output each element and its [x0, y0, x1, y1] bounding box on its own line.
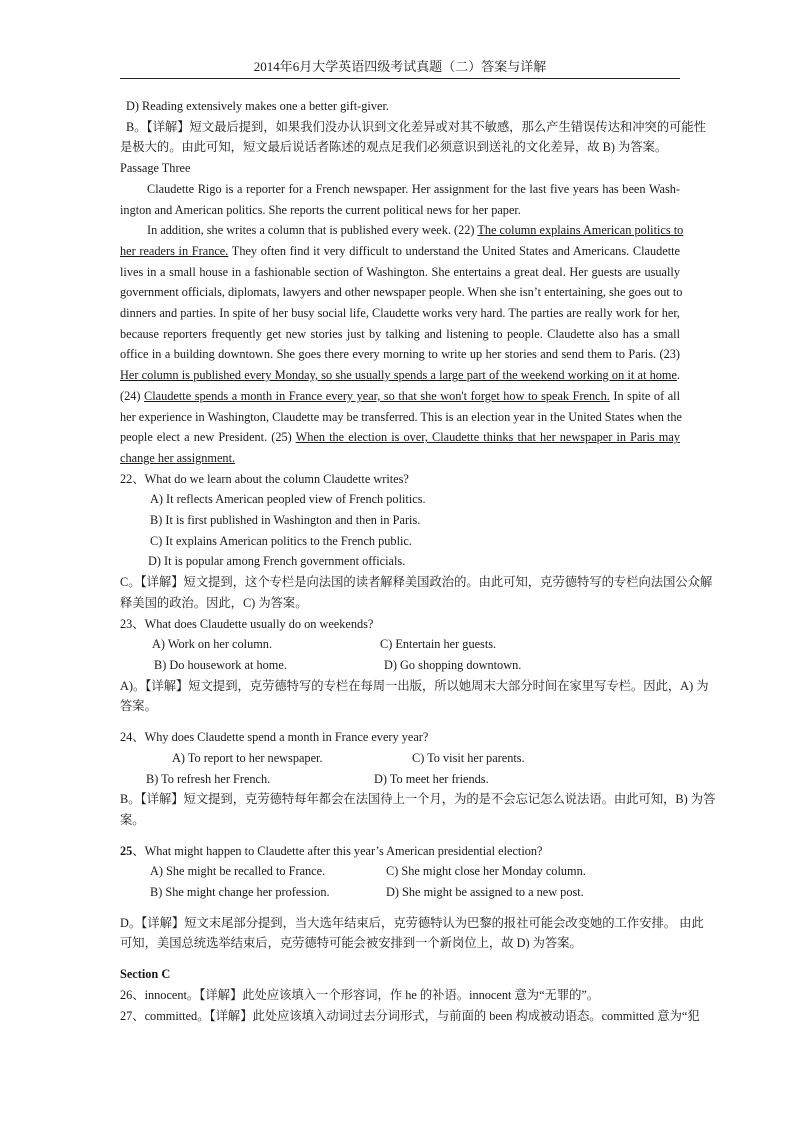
question-text: 、What might happen to Claudette after this year’s American presidential election?	[132, 843, 543, 858]
option-c: C) She might close her Monday column.	[386, 864, 586, 879]
passage-text: In addition, she writes a column that is published every week. (22)	[147, 223, 478, 238]
passage-title: Passage Three	[120, 161, 191, 176]
passage-line: dinners and parties. In spite of her busy social life, Claudette works very hard. The parties are really work for her,	[120, 306, 680, 321]
passage-line	[120, 386, 680, 407]
underlined-answer-25: When the election is over, Claudette thinks that her newspaper in Paris may	[295, 430, 680, 445]
option-d: D) To meet her friends.	[374, 771, 489, 786]
passage-line	[120, 220, 684, 241]
option-d: D) Go shopping downtown.	[384, 657, 522, 672]
answer-explanation: 释美国的政治。因此，C) 为答案。	[120, 595, 308, 610]
question-25	[120, 841, 704, 955]
question-stem: 22、What do we learn about the column Claudette writes?	[120, 471, 409, 486]
answer-item-27: 27、committed。【详解】此处应该填入动词过去分词形式，与前面的 been 构成被动语态。committed 意为“犯	[120, 1008, 700, 1023]
passage-paragraph-2	[120, 220, 684, 468]
option-row	[120, 769, 680, 790]
question-23	[120, 614, 709, 718]
option-a: A) To report to her newspaper.	[172, 750, 323, 765]
passage-line: because reporters frequently get new stories just by talking and listening to people. Claudette also has a small	[120, 326, 680, 341]
option-b: B) To refresh her French.	[146, 771, 271, 786]
underlined-answer-22-cont: her readers in France.	[120, 243, 229, 258]
passage-text: (24)	[120, 388, 145, 403]
spacer	[120, 717, 680, 727]
passage-text: They often find it very difficult to understand the United States and Americans. Claudette	[228, 243, 680, 258]
passage-text: In spite of all	[609, 388, 680, 403]
answer-explanation: 答案。	[120, 699, 157, 714]
spacer	[120, 831, 680, 841]
passage-line	[120, 427, 680, 448]
option-d: D) She might be assigned to a new post.	[386, 885, 584, 900]
answer-item-26: 26、innocent。【详解】此处应该填入一个形容词，作 he 的补语。innocent 意为“无罪的”。	[120, 987, 600, 1002]
question-stem: 23、What does Claudette usually do on weekends?	[120, 616, 374, 631]
prev-option-d: D) Reading extensively makes one a better gift-giver.	[126, 99, 389, 113]
passage-line: office in a building downtown. She goes there every morning to write up her stories and send them to Paris. (23)	[120, 347, 680, 362]
passage-text: .	[676, 368, 680, 383]
passage-text: people elect a new President. (25)	[120, 430, 296, 445]
passage-line: government officials, diplomats, lawyers and other newspaper people. When she isn’t entertaining, she goes out to	[120, 285, 683, 300]
underlined-answer-23: Her column is published every Monday, so she usually spends a large part of the weekend working on it at home	[120, 368, 677, 383]
underlined-answer-22: The column explains American politics to	[477, 223, 684, 238]
page-header: 2014年6月大学英语四级考试真题（二）答案与详解	[120, 56, 680, 79]
passage-line: ington and American politics. She reports the current political news for her paper.	[120, 202, 521, 217]
passage-line	[120, 241, 680, 262]
spacer	[120, 954, 680, 964]
passage-line: lives in a small house in a fashionable section of Washington. She entertains a great deal. Her guests are usually	[120, 264, 680, 279]
question-22	[120, 469, 713, 614]
answer-explanation: 案。	[120, 812, 145, 827]
option-c: C) Entertain her guests.	[380, 637, 497, 652]
option-a: A) She might be recalled to France.	[150, 864, 326, 879]
option-row	[120, 634, 680, 655]
option-row	[120, 655, 680, 676]
spacer	[120, 903, 680, 913]
option-b: B) Do housework at home.	[154, 657, 287, 672]
passage-paragraph-1	[120, 179, 680, 220]
option-c: C) To visit her parents.	[412, 750, 525, 765]
option-a: A) Work on her column.	[152, 637, 273, 652]
option-row	[120, 882, 680, 903]
answer-explanation: B。【详解】短文提到，克劳德特每年都会在法国待上一个月，为的是不会忘记怎么说法语。由此可知，B) 为答	[120, 792, 716, 807]
option-a: A) It reflects American peopled view of French politics.	[150, 492, 426, 507]
passage-line: her experience in Washington, Claudette may be transferred. This is an election year in the United States when the	[120, 409, 682, 424]
option-d: D) It is popular among French government officials.	[148, 554, 406, 569]
passage-line	[120, 365, 680, 386]
answer-explanation: C。【详解】短文提到，这个专栏是向法国的读者解释美国政治的。由此可知，克劳德特写的专栏向法国公众解	[120, 575, 713, 590]
question-24	[120, 727, 716, 831]
option-row	[120, 861, 680, 882]
underlined-answer-25-cont: change her assignment.	[120, 450, 236, 465]
section-c	[120, 964, 700, 1026]
option-b: B) She might change her profession.	[150, 885, 330, 900]
answer-explanation: A)。【详解】短文提到，克劳德特写的专栏在每周一出版，所以她周末大部分时间在家里写专栏。因此，A) 为	[120, 678, 709, 693]
answer-explanation: D。【详解】短文末尾部分提到，当大选年结束后，克劳德特认为巴黎的报社可能会改变她的工作安排。 由此	[120, 915, 704, 930]
option-b: B) It is first published in Washington and then in Paris.	[150, 513, 421, 528]
underlined-answer-24: Claudette spends a month in France every year, so that she won't forget how to speak French.	[144, 388, 610, 403]
question-number: 25	[120, 843, 133, 858]
option-c: C) It explains American politics to the French public.	[150, 533, 412, 548]
prev-answer-line2: 是极大的。由此可知，短文最后说话者陈述的观点足我们必须意识到送礼的文化差异，故 B) 为答案。	[120, 140, 668, 155]
answer-explanation: 可知，美国总统选举结束后，克劳德特可能会被安排到一个新岗位上，故 D) 为答案。	[120, 936, 582, 951]
question-stem: 24、Why does Claudette spend a month in France every year?	[120, 730, 429, 745]
document-body	[120, 96, 716, 1026]
prev-answer-line1: B。【详解】短文最后提到，如果我们没办认识到文化差异或对其不敏感，那么产生错误传达和冲突的可能性	[126, 119, 707, 134]
passage-line	[120, 448, 680, 469]
option-row	[120, 748, 680, 769]
passage-line: Claudette Rigo is a reporter for a French newspaper. Her assignment for the last five years has been Wash-	[147, 181, 680, 196]
section-title: Section C	[120, 967, 171, 982]
question-stem	[120, 841, 680, 862]
